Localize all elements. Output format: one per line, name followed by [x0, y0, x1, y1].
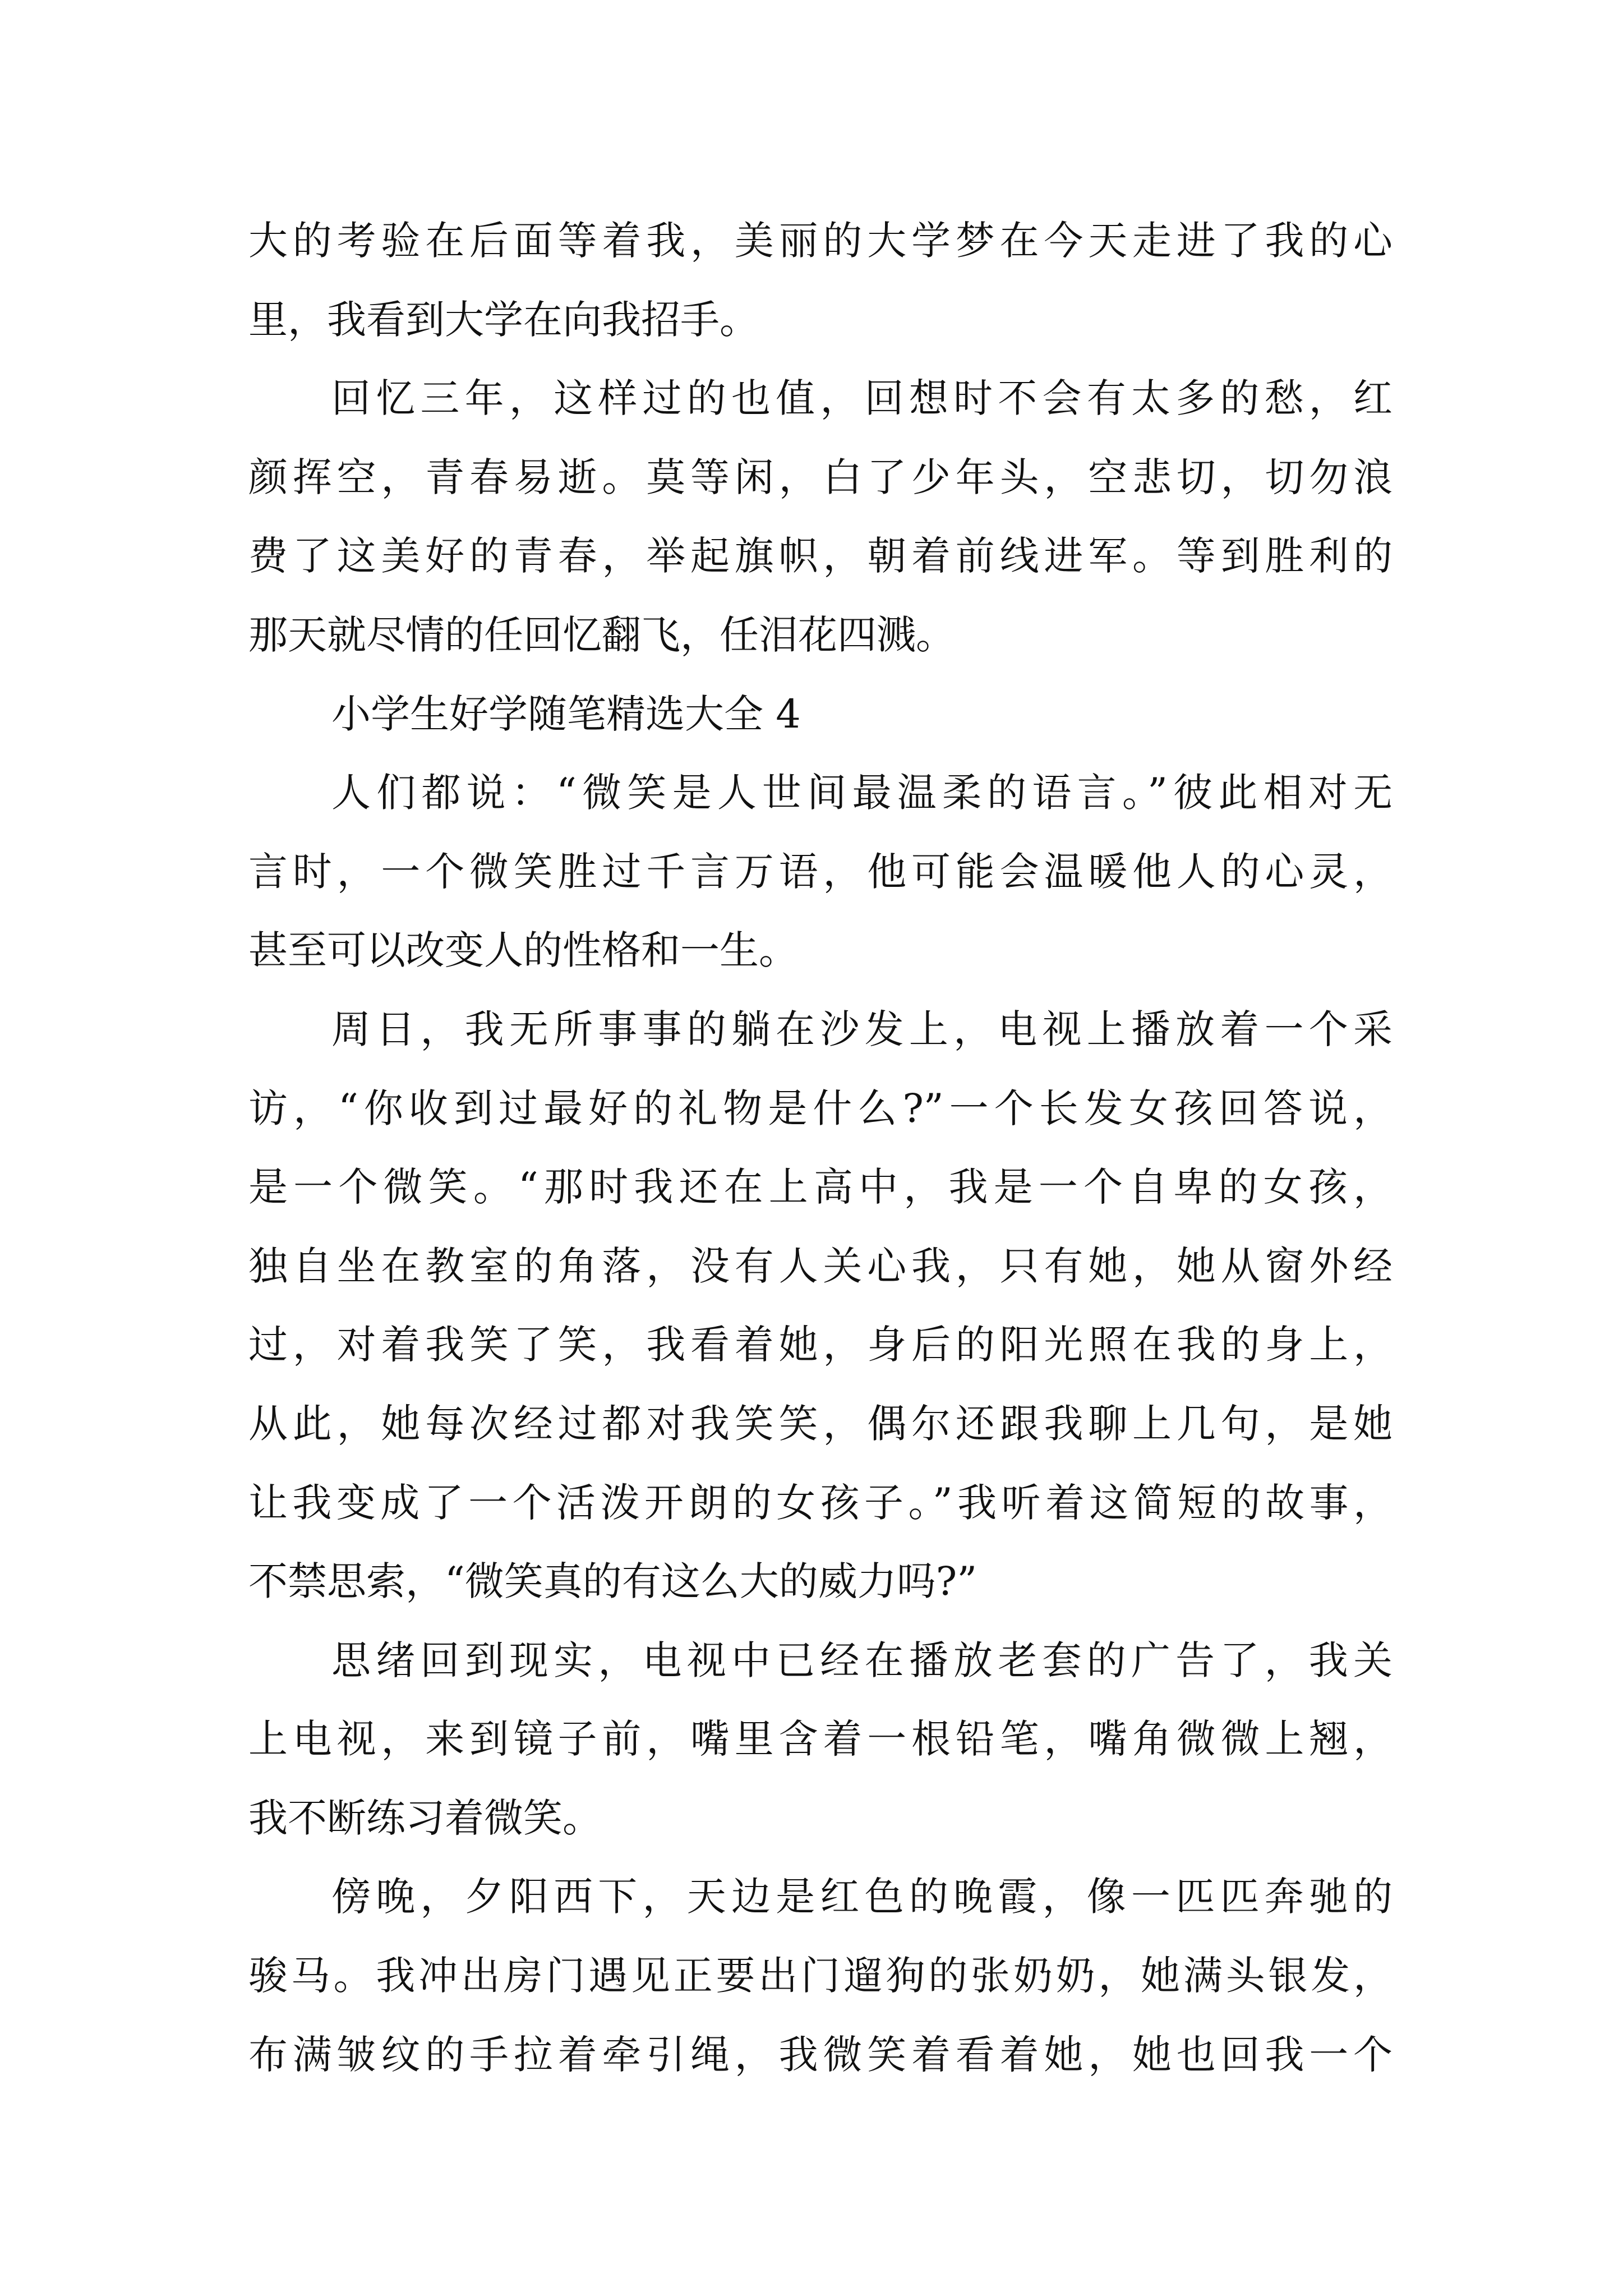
paragraph-start-line: 思绪回到现实，电视中已经在播放老套的广告了，我关 [331, 1637, 1393, 1683]
section-heading: 小学生好学随笔精选大全 4 [331, 691, 801, 737]
text-line: 费了这美好的青春，举起旗帜，朝着前线进军。等到胜利的 [248, 533, 1393, 579]
text-line: 过，对着我笑了笑，我看着她，身后的阳光照在我的身上， [248, 1322, 1393, 1368]
text-line: 言时，一个微笑胜过千言万语，他可能会温暖他人的心灵， [248, 848, 1393, 895]
text-line: 是一个微笑。“那时我还在上高中，我是一个自卑的女孩， [248, 1164, 1393, 1211]
text-line: 颜挥空，青春易逝。莫等闲，白了少年头，空悲切，切勿浪 [248, 454, 1393, 500]
text-line: 布满皱纹的手拉着牵引绳，我微笑着看着她，她也回我一个 [248, 2031, 1393, 2078]
text-line: 甚至可以改变人的性格和一生。 [248, 927, 798, 974]
text-line: 让我变成了一个活泼开朗的女孩子。”我听着这简短的故事， [248, 1479, 1393, 1526]
text-line: 上电视，来到镜子前，嘴里含着一根铅笔，嘴角微微上翘， [248, 1716, 1393, 1763]
body-text [248, 210, 1393, 2102]
paragraph-start-line: 傍晚，夕阳西下，天边是红色的晚霞，像一匹匹奔驰的 [331, 1874, 1393, 1920]
paragraph-start-line: 周日，我无所事事的躺在沙发上，电视上播放着一个采 [331, 1006, 1393, 1052]
text-line: 我不断练习着微笑。 [248, 1795, 602, 1841]
paragraph-start-line: 人们都说：“微笑是人世间最温柔的语言。”彼此相对无 [331, 770, 1393, 816]
text-line: 从此，她每次经过都对我笑笑，偶尔还跟我聊上几句，是她 [248, 1400, 1393, 1447]
text-line: 独自坐在教室的角落，没有人关心我，只有她，她从窗外经 [248, 1243, 1393, 1289]
text-line: 访，“你收到过最好的礼物是什么?”一个长发女孩回答说， [248, 1085, 1393, 1131]
text-line: 里，我看到大学在向我招手。 [248, 296, 759, 343]
text-line: 大的考验在后面等着我，美丽的大学梦在今天走进了我的心 [248, 218, 1393, 264]
paragraph-start-line: 回忆三年，这样过的也值，回想时不会有太多的愁，红 [331, 375, 1393, 422]
text-line: 不禁思索，“微笑真的有这么大的威力吗?” [248, 1558, 978, 1605]
text-line: 骏马。我冲出房门遇见正要出门遛狗的张奶奶，她满头银发， [248, 1953, 1393, 1999]
text-line: 那天就尽情的任回忆翻飞，任泪花四溅。 [248, 611, 955, 658]
